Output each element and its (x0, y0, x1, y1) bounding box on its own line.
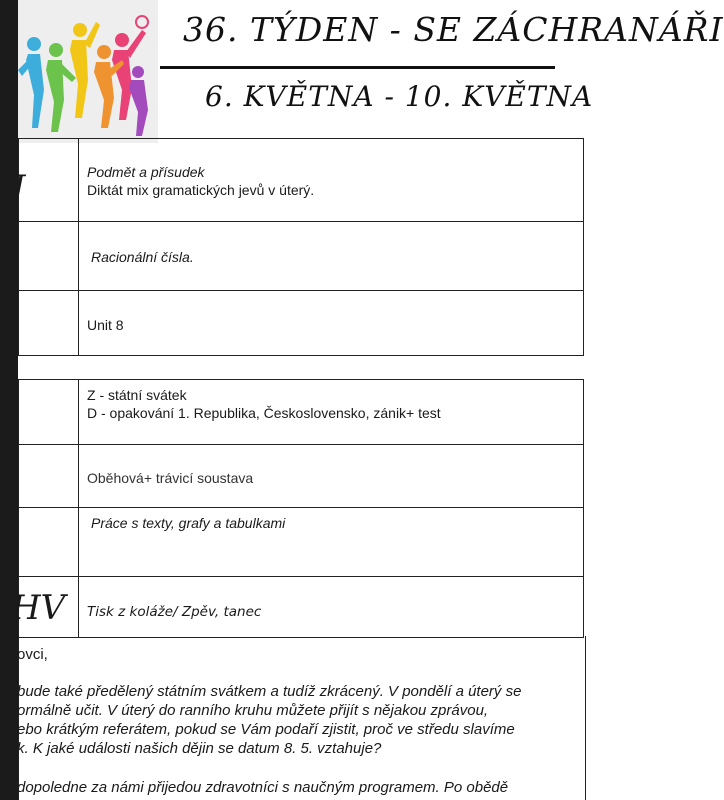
row-content (87, 163, 577, 199)
row-content (87, 316, 577, 334)
letter-box (18, 636, 586, 800)
subject-cell (19, 222, 79, 290)
row-line: D - opakování 1. Republika, Československo, zánik+ test (87, 405, 441, 421)
letter-line: bude také předělený státním svátkem a tudíž zkrácený. V pondělí a úterý se (17, 683, 522, 700)
row-line: Práce s texty, grafy a tabulkami (91, 515, 286, 531)
row-content (87, 469, 577, 487)
subject-label: HV (11, 588, 66, 628)
table-row (11, 576, 584, 638)
table-row (18, 290, 584, 356)
table-row (18, 221, 584, 291)
subject-label: J (11, 168, 25, 208)
page-title: 36. TÝDEN - SE ZÁCHRANÁŘI (183, 10, 724, 49)
table-row (18, 444, 584, 508)
letter-paragraph (17, 682, 579, 758)
letter-greeting: ovci, (17, 646, 48, 663)
left-edge-bar (0, 0, 18, 800)
subject-cell (19, 380, 79, 444)
row-content (91, 248, 577, 266)
subject-cell (19, 291, 79, 355)
row-line: Tisk z koláže/ Zpěv, tanec (87, 604, 262, 620)
subject-label: . (11, 499, 22, 539)
subject-cell (11, 499, 79, 576)
letter-line: ebo krátkým referátem, pokud se Vám podaří zjistit, proč ve středu slavíme (17, 721, 515, 738)
subject-cell (19, 445, 79, 507)
row-content (87, 386, 577, 422)
subject-cell (11, 577, 79, 637)
table-row (11, 138, 584, 222)
row-line: Oběhová+ trávicí soustava (87, 470, 254, 486)
row-content (91, 514, 577, 532)
row-line: Podmět a přísudek (87, 164, 205, 180)
title-underline (160, 66, 555, 69)
table-row (11, 499, 584, 577)
row-line: Racionální čísla. (91, 249, 194, 265)
row-line: Unit 8 (87, 317, 124, 333)
subject-cell (11, 139, 79, 221)
row-line: Diktát mix gramatických jevů v úterý. (87, 182, 315, 198)
date-range: 6. KVĚTNA - 10. KVĚTNA (205, 80, 594, 113)
sport-figures-logo (18, 0, 158, 143)
row-content (87, 603, 577, 621)
letter-line: k. K jaké události našich dějin se datum 8. 5. vztahuje? (17, 740, 382, 757)
letter-line: ormálně učit. V úterý do ranního kruhu můžete přijít s nějakou zprávou, (17, 702, 489, 719)
table-row (18, 379, 584, 445)
row-line: Z - státní svátek (87, 387, 187, 403)
letter-line: dopoledne za námi přijedou zdravotníci s naučným programem. Po obědě (17, 779, 509, 796)
letter-paragraph (17, 778, 579, 797)
